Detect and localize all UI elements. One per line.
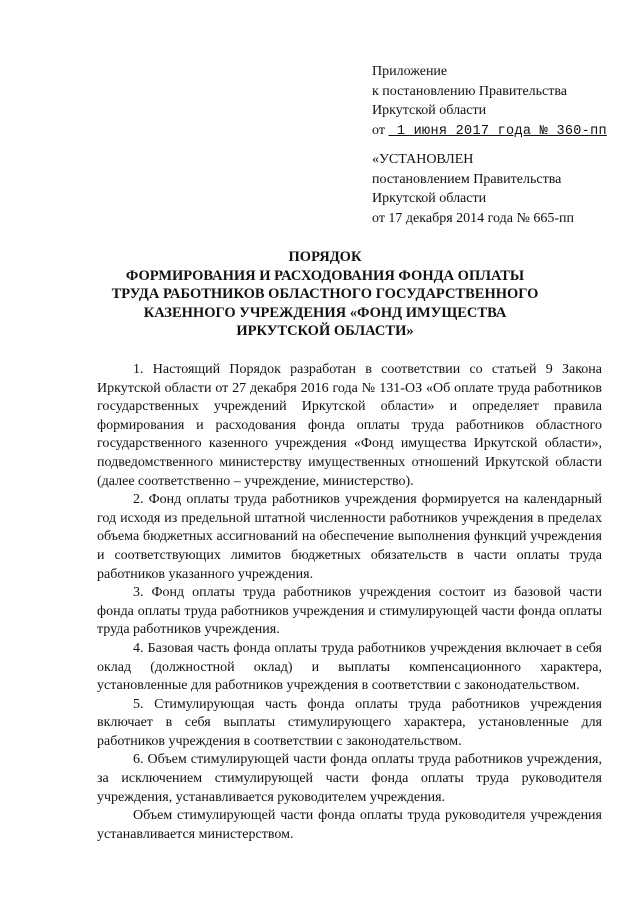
paragraph-7: Объем стимулирующей части фонда оплаты труда руководителя учреждения устанавливается министерством. [97,808,602,842]
paragraph-3: 3. Фонд оплаты труда работников учреждения состоит из базовой части фонда оплаты труда работников учреждения и стимулирующей части фонда оплаты труда работников учреждения. [97,585,602,638]
paragraph-5: 5. Стимулирующая часть фонда оплаты труда работников учреждения включает в себя выплаты стимулирующего характера, установленные для работников учреждения в соответствии с законодательством. [97,696,602,749]
approval-date-line [372,121,622,142]
approval-date-handwritten: 1 июня 2017 года № 360-пп [388,123,607,139]
title-line-1: ПОРЯДОК [288,249,362,265]
title-line-3: ТРУДА РАБОТНИКОВ ОБЛАСТНОГО ГОСУДАРСТВЕННОГО [111,286,539,302]
paragraph-4: 4. Базовая часть фонда оплаты труда работников учреждения включает в себя оклад (должностной оклад) и выплаты компенсационного характера, установленные для работников учреждения в соответствии с законодательством. [97,640,602,694]
approval-line-1: Приложение [372,64,448,79]
document-title [90,248,560,341]
paragraph-2: 2. Фонд оплаты труда работников учреждения формируется на календарный год исходя из предельной штатной численности работников учреждения в пределах объема бюджетных ассигнований на обеспечение выполнения функций учреждения и соответствующих лимитов бюджетных обязательств в части оплаты труда работников указанного учреждения. [97,492,602,582]
title-line-2: ФОРМИРОВАНИЯ И РАСХОДОВАНИЯ ФОНДА ОПЛАТЫ [125,267,525,284]
established-line-3: Иркутской области [372,191,487,206]
paragraph-6: 6. Объем стимулирующей части фонда оплаты труда работников учреждения, за исключением стимулирующей части фонда оплаты труда руководителя учреждения, устанавливается руководителем учреждения. [97,752,602,805]
title-line-5: ИРКУТСКОЙ ОБЛАСТИ» [236,323,414,339]
document-body [97,361,602,844]
title-line-4: КАЗЕННОГО УЧРЕЖДЕНИЯ «ФОНД ИМУЩЕСТВА [143,304,507,321]
approval-date-prefix: от [372,122,389,138]
paragraph-1: 1. Настоящий Порядок разработан в соответствии со статьей 9 Закона Иркутской области от 27 декабря 2016 года № 131-ОЗ «Об оплате труда работников государственных учреждений Иркутской области» и определяет правила формирования и расходования фонда оплаты труда работников областного государственного казенного учреждения «Фонд имущества Иркутской области», подведомственного министерству имущественных отношений Иркутской области (далее соответственно – учреждение, министерство). [97,362,602,489]
approval-line-2: к постановлению Правительства [372,83,568,99]
approval-line-3: Иркутской области [372,103,487,118]
established-line-1: «УСТАНОВЛЕН [372,152,474,167]
approval-block [372,62,622,141]
established-line-4: от 17 декабря 2014 года № 665-пп [372,210,574,226]
established-line-2: постановлением Правительства [372,171,562,187]
established-block [372,150,622,228]
